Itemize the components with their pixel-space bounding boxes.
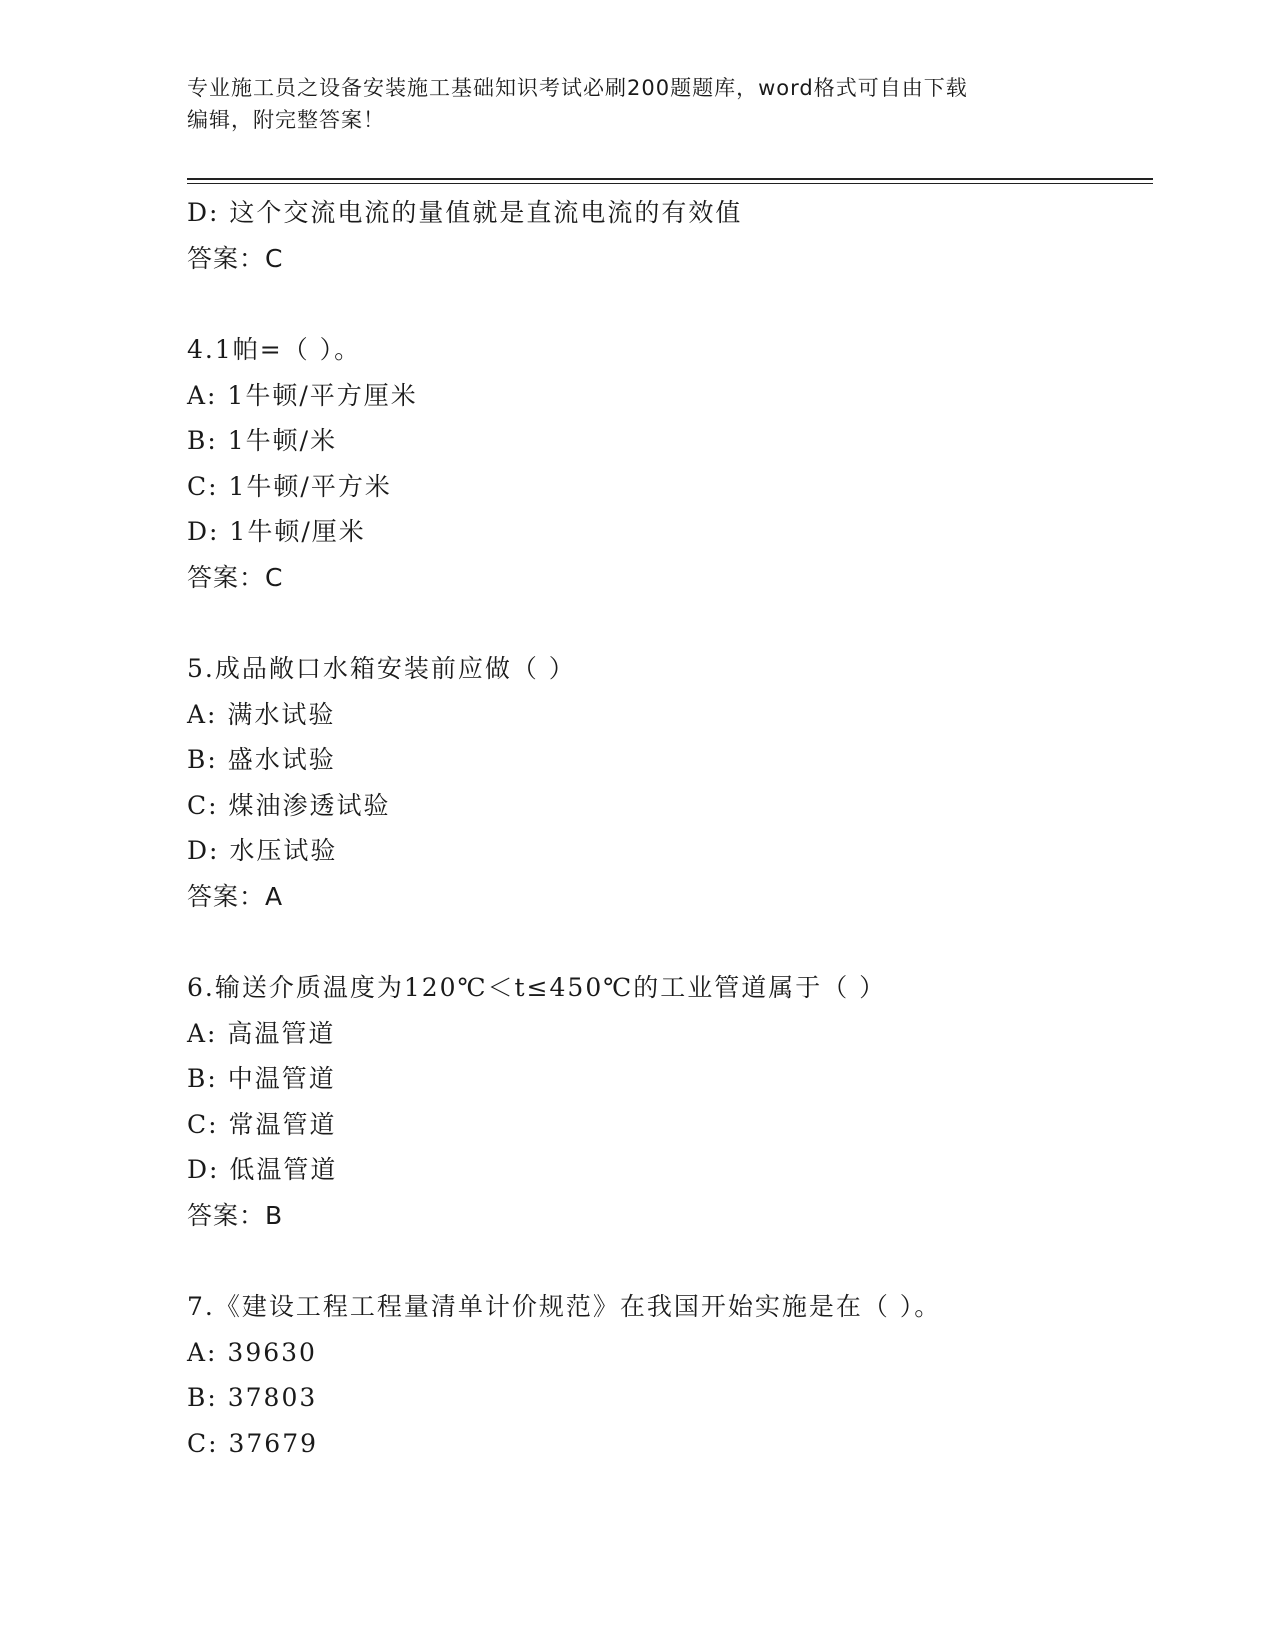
option-b: B: 中温管道 xyxy=(187,1064,336,1093)
option-d: D: 1牛顿/厘米 xyxy=(187,517,366,546)
option-d: D: 这个交流电流的量值就是直流电流的有效值 xyxy=(187,198,743,227)
question-7 xyxy=(187,1284,1153,1466)
spacer xyxy=(187,1238,1153,1284)
question-stem: 5.成品敞口水箱安装前应做（ ） xyxy=(187,654,576,683)
option-d: D: 水压试验 xyxy=(187,836,338,865)
answer-line: 答案：B xyxy=(187,1200,284,1230)
header-divider-thin xyxy=(187,183,1153,184)
question-6 xyxy=(187,965,1153,1238)
question-list xyxy=(187,190,1153,1466)
option-a: A: 高温管道 xyxy=(187,1018,336,1048)
option-d: D: 低温管道 xyxy=(187,1155,338,1184)
question-partial xyxy=(187,190,1153,281)
header-line-2: 编辑，附完整答案！ xyxy=(187,108,385,132)
option-a: A: 1牛顿/平方厘米 xyxy=(187,380,418,410)
spacer xyxy=(187,600,1153,646)
question-stem: 6.输送介质温度为120℃＜t≤450℃的工业管道属于（ ） xyxy=(187,973,887,1002)
answer-line: 答案：C xyxy=(187,562,284,592)
question-stem: 4.1帕=（ ）。 xyxy=(187,335,362,364)
answer-line: 答案：A xyxy=(187,881,284,911)
spacer xyxy=(187,919,1153,965)
answer-line: 答案：C xyxy=(187,243,284,273)
question-stem: 7.《建设工程工程量清单计价规范》在我国开始实施是在（ ）。 xyxy=(187,1292,942,1321)
option-b: B: 盛水试验 xyxy=(187,745,336,774)
question-5 xyxy=(187,646,1153,919)
option-c: C: 煤油渗透试验 xyxy=(187,790,391,820)
header-divider-thick xyxy=(187,178,1153,180)
spacer xyxy=(187,281,1153,327)
option-c: C: 37679 xyxy=(187,1428,319,1458)
header-line-1: 专业施工员之设备安装施工基础知识考试必刷200题题库，word格式可自由下载 xyxy=(187,76,968,100)
option-a: A: 39630 xyxy=(187,1337,317,1367)
option-b: B: 37803 xyxy=(187,1383,318,1412)
option-c: C: 常温管道 xyxy=(187,1109,337,1139)
option-b: B: 1牛顿/米 xyxy=(187,426,338,455)
option-c: C: 1牛顿/平方米 xyxy=(187,471,392,501)
question-4 xyxy=(187,327,1153,600)
option-a: A: 满水试验 xyxy=(187,699,336,729)
document-header xyxy=(187,72,1087,136)
